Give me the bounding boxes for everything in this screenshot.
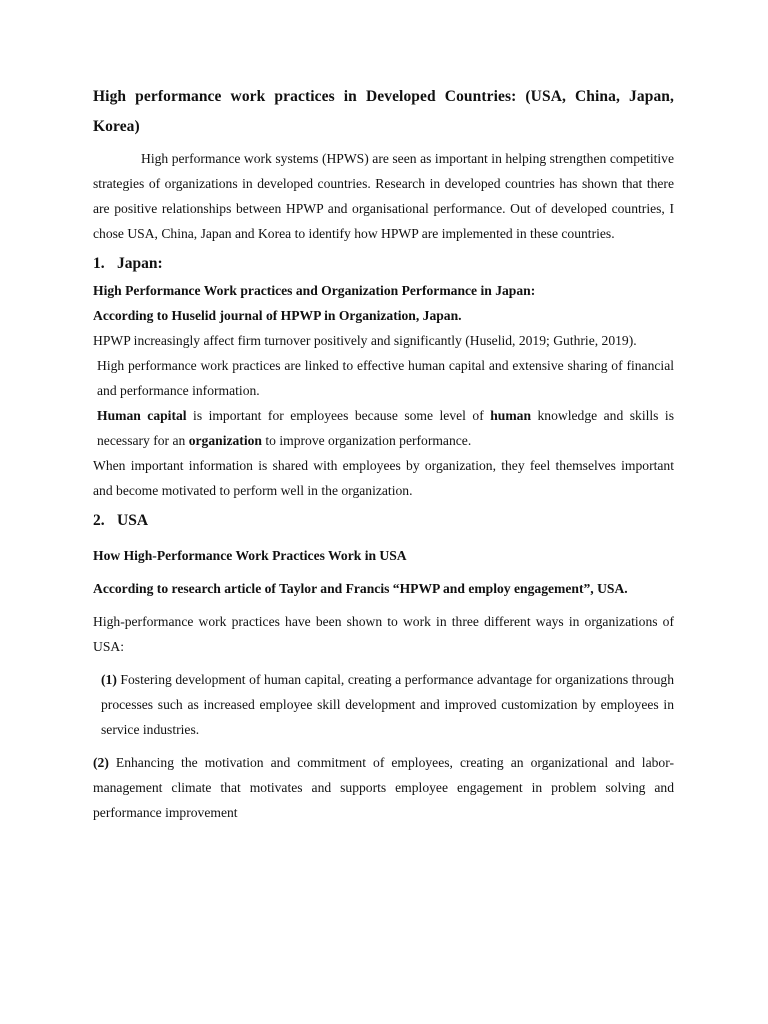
usa-list-item-1 [93,667,674,742]
text-run: is important for employees because some level of [186,408,491,423]
usa-subheading-2: According to research article of Taylor and Francis “HPWP and employ engagement”, USA. [93,581,628,596]
section-number: 1. [93,255,105,272]
text-run: knowledge and skills is necessary for an [97,408,674,448]
list-item-text: Enhancing the motivation and commitment of employees, creating an organizational and labor-management climate that motivates and supports employee engagement in problem solving and performance improvement [93,755,674,820]
usa-subheading-1: How High-Performance Work Practices Work in USA [93,548,407,563]
usa-list-item-2 [93,750,674,825]
section-number: 2. [93,512,105,529]
japan-subheading-2: According to Huselid journal of HPWP in Organization, Japan. [93,308,462,323]
term-human-capital: Human capital [97,408,187,423]
section-heading-japan [93,250,674,278]
japan-paragraph-1: HPWP increasingly affect firm turnover positively and significantly (Huselid, 2019; Guthrie, 2019). [93,333,637,348]
japan-subheading-1: High Performance Work practices and Organization Performance in Japan: [93,283,536,298]
section-title: USA [117,512,149,529]
japan-paragraph-2: High performance work practices are linked to effective human capital and extensive sharing of financial and performance information. [97,358,674,398]
japan-paragraph-4: When important information is shared with employees by organization, they feel themselves important and become motivated to perform well in the organization. [93,458,674,498]
term-human: human [490,408,532,423]
list-item-text: Fostering development of human capital, creating a performance advantage for organizations through processes such as increased employee skill development and improved customization by employees in service industries. [101,672,674,737]
text-run: to improve organization performance. [261,433,472,448]
section-heading-usa [93,507,674,535]
usa-paragraph-1: High-performance work practices have been shown to work in three different ways in organizations of USA: [93,614,674,654]
list-item-label: (2) [93,755,109,770]
japan-paragraph-3 [93,403,674,453]
list-item-label: (1) [101,672,117,687]
section-title: Japan: [117,255,163,272]
term-organization: organization [188,433,262,448]
intro-paragraph: High performance work systems (HPWS) are seen as important in helping strengthen competitive strategies of organizations in developed countries. Research in developed countries has shown that there are positive relationships between HPWP and organisational performance. Out of developed countries, I chose USA, China, Japan and Korea to identify how HPWP are implemented in these countries. [93,151,674,241]
document-title: High performance work practices in Developed Countries: (USA, China, Japan, Korea) [93,88,674,135]
